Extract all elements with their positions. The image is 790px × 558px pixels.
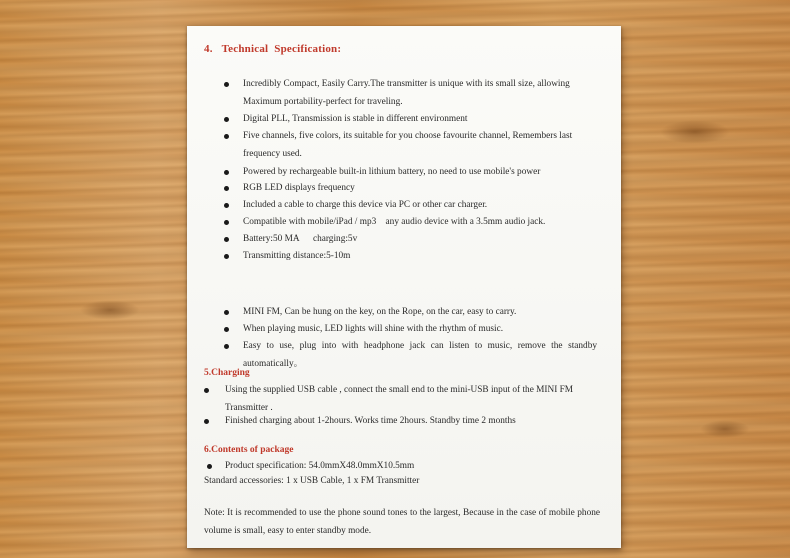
- bullet-icon: [224, 203, 229, 208]
- bullet-icon: [224, 254, 229, 259]
- spec-item: Transmitting distance:5-10m: [243, 251, 351, 261]
- bullet-icon: [224, 310, 229, 315]
- heading-word-specification: Specification:: [274, 43, 342, 55]
- wood-knot: [80, 300, 140, 320]
- charging-section-title: 5.Charging: [204, 368, 250, 378]
- bullet-icon: [224, 327, 229, 332]
- bullet-icon: [204, 419, 209, 424]
- heading-number: 4.: [204, 43, 213, 55]
- bullet-icon: [224, 186, 229, 191]
- bullet-icon: [207, 464, 212, 469]
- bullet-icon: [224, 170, 229, 175]
- spec-item: Included a cable to charge this device via PC or other car charger.: [243, 200, 488, 210]
- spec-item: Powered by rechargeable built-in lithium battery, no need to use mobile's power: [243, 167, 541, 177]
- spec-item: Digital PLL, Transmission is stable in different environment: [243, 114, 468, 124]
- feature-item: Easy to use, plug into with headphone jack can listen to music, remove the standby automatically。: [243, 341, 597, 369]
- bullet-icon: [224, 117, 229, 122]
- note-text: Note: It is recommended to use the phone sound tones to the largest, Because in the case of mobile phone volume is small, easy to enter standby mode.: [204, 508, 600, 536]
- bullet-icon: [224, 82, 229, 87]
- bullet-icon: [224, 220, 229, 225]
- bullet-icon: [224, 344, 229, 349]
- instruction-sheet: [187, 26, 621, 548]
- contents-section-title: 6.Contents of package: [204, 445, 294, 455]
- spec-item: Five channels, five colors, its suitable for you choose favourite channel, Remembers last frequency used.: [243, 131, 573, 159]
- standard-accessories: Standard accessories: 1 x USB Cable, 1 x FM Transmitter: [204, 476, 420, 486]
- product-specification: Product specification: 54.0mmX48.0mmX10.5mm: [225, 461, 415, 471]
- heading-word-technical: Technical: [221, 43, 269, 55]
- spec-item: Incredibly Compact, Easily Carry.The transmitter is unique with its small size, allowing Maximum portability-perfect for traveling.: [243, 79, 570, 107]
- feature-item: MINI FM, Can be hung on the key, on the Rope, on the car, easy to carry.: [243, 307, 517, 317]
- technical-specification-heading: [204, 43, 341, 55]
- spec-item: Compatible with mobile/iPad / mp3 any audio device with a 3.5mm audio jack.: [243, 217, 546, 227]
- wood-knot: [660, 120, 730, 144]
- wood-knot: [700, 420, 750, 438]
- spec-item: Battery:50 MA charging:5v: [243, 234, 358, 244]
- charging-item: Using the supplied USB cable , connect the small end to the mini-USB input of the MINI FM Transmitter .: [225, 385, 574, 413]
- bullet-icon: [224, 134, 229, 139]
- spec-item: RGB LED displays frequency: [243, 183, 355, 193]
- bullet-icon: [204, 388, 209, 393]
- charging-item: Finished charging about 1-2hours. Works time 2hours. Standby time 2 months: [225, 416, 516, 426]
- feature-item: When playing music, LED lights will shine with the rhythm of music.: [243, 324, 504, 334]
- bullet-icon: [224, 237, 229, 242]
